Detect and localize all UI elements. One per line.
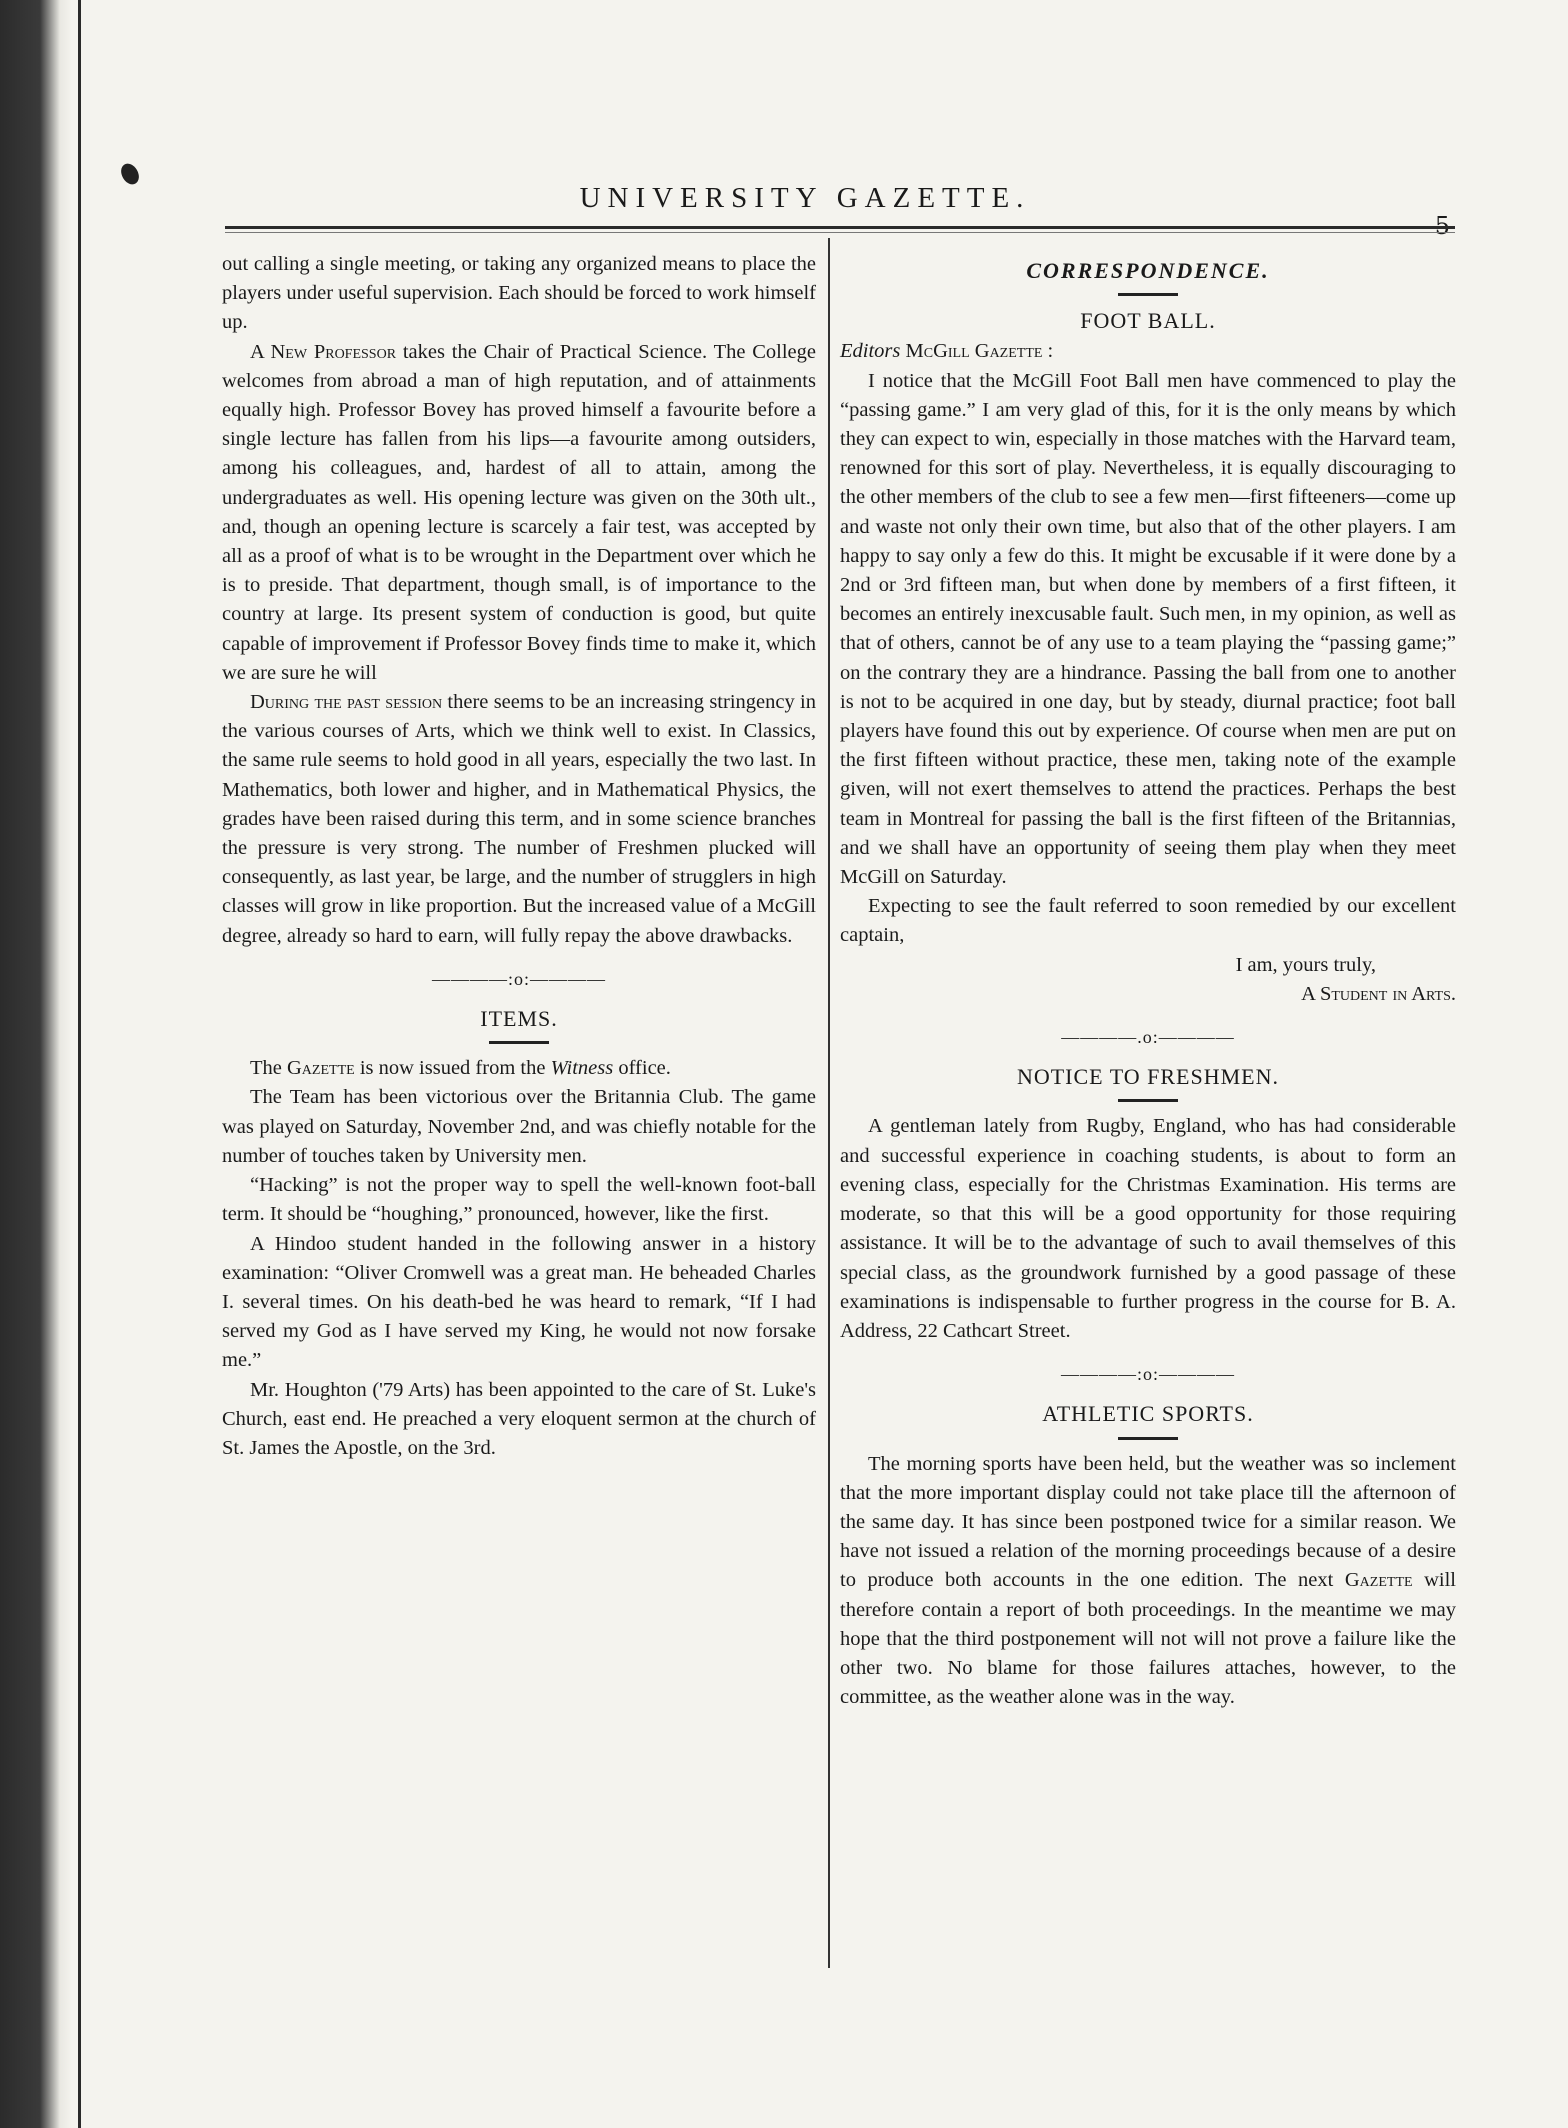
heading-rule bbox=[1118, 1437, 1178, 1440]
witness-name: Witness bbox=[550, 1057, 614, 1080]
athletic-text: The morning sports have been held, but the weather was so inclement that the more important display could not take place till the afternoon of the same day. It has since been postponed twice for a similar reason. We have not issued a relation of the morning proceedings because of a desire to produce both accounts in the one edition. The next bbox=[840, 1452, 1456, 1592]
section-separator: ————.o:———— bbox=[1061, 1027, 1235, 1048]
column-divider bbox=[828, 238, 830, 1968]
heading-rule bbox=[489, 1041, 549, 1044]
letter-signature: A Student in Arts. bbox=[1301, 982, 1456, 1005]
gazette-name: Gazette bbox=[287, 1057, 355, 1080]
item-text: is now issued from the bbox=[354, 1057, 551, 1080]
salutation bbox=[840, 337, 1456, 366]
masthead-title: UNIVERSITY GAZETTE. bbox=[579, 182, 1031, 214]
notice-body: A gentleman lately from Rugby, England, who has had considerable and successful experience in coaching students, is about to form an evening class, especially for the Christmas Examination. His terms are moderate, so that this will be a good opportunity for those requiring assistance. It will be to the advantage of such to avail themselves of this special class, as the groundwork furnished by a good passage of these examinations is indispensable to further progress in the course for B. A. Address, 22 Cathcart Street. bbox=[840, 1115, 1456, 1342]
correspondence-heading: CORRESPONDENCE. bbox=[1026, 258, 1270, 283]
paragraph-continued: out calling a single meeting, or taking any organized means to place the players under useful supervision. Each should be forced to work himself up. bbox=[222, 253, 816, 334]
notice-heading: NOTICE TO FRESHMEN. bbox=[1016, 1064, 1280, 1090]
item-text: The bbox=[250, 1057, 287, 1080]
book-binding bbox=[0, 0, 72, 2128]
left-column bbox=[222, 250, 816, 1463]
athletic-body bbox=[840, 1450, 1456, 1713]
lead-in: During the past session bbox=[250, 691, 443, 714]
letter-closing: Expecting to see the fault referred to soon remedied by our excellent captain, bbox=[840, 895, 1456, 947]
salutation-gazette: McGill Gazette : bbox=[900, 340, 1054, 363]
letter-body: I notice that the McGill Foot Ball men have commenced to play the “passing game.” I am very glad of this, for it is the only means by which they can expect to win, especially in those matches with the Harvard team, renowned for this sort of play. Nevertheless, it is equally discouraging to the other members of the club to see a few men—first fifteeners—come up and waste not only their own time, but also that of the other players. I am happy to say only a few do this. It might be excusable if it were done by a 2nd or 3rd fifteen man, but when done by members of a first fifteen, it becomes an entirely inexcusable fault. Such men, in my opinion, as well as that of others, cannot be of any use to a team playing the “passing game;” on the contrary they are a hindrance. Passing the ball from one to another is not to be acquired in one day, but by steady, diurnal practice; foot ball players have found this out by experience. Of course when men are put on the first fifteen without practice, these men, taking note of the example given, will not exert themselves to attend the practices. Perhaps the best team in Montreal for passing the ball is the first fifteen of the Britannias, and we shall have an opportunity of seeing them play when they meet McGill on Saturday. bbox=[840, 369, 1456, 889]
section-separator: ————:o:———— bbox=[431, 968, 606, 989]
item-houghton: Mr. Houghton ('79 Arts) has been appointed to the care of St. Luke's Church, east end. He preached a very eloquent sermon at the church of St. James the Apostle, on the 3rd. bbox=[222, 1378, 816, 1459]
football-heading: FOOT BALL. bbox=[1080, 308, 1216, 334]
paragraph-text: takes the Chair of Practical Science. The College welcomes from abroad a man of high reputation, and of attainments equally high. Professor Bovey has proved himself a favourite before a single lecture has fallen from his lips—a favourite among outsiders, among his colleagues, and, hardest of all to attain, among the undergraduates as well. His opening lecture was given on the 30th ult., and, though an opening lecture is scarcely a fair test, was accepted by all as a proof of what is to be wrought in the Department over which he is to preside. That department, though small, is of importance to the country at large. Its present system of conduction is good, but quite capable of improvement if Professor Bovey finds time to make it, which we are sure he will bbox=[222, 340, 816, 684]
item-hindoo: A Hindoo student handed in the following answer in a history examination: “Oliver Cromwell was a great man. He beheaded Charles I. several times. On his death-bed he was heard to remark, “If I had served my God as I have served my King, he would not now forsake me.” bbox=[222, 1232, 816, 1372]
page-edge bbox=[78, 0, 81, 2128]
paragraph-past-session bbox=[222, 688, 816, 951]
right-column bbox=[840, 250, 1456, 1712]
athletic-heading: ATHLETIC SPORTS. bbox=[1042, 1401, 1254, 1427]
ink-blot bbox=[118, 160, 143, 187]
salutation-editors: Editors bbox=[840, 340, 901, 363]
masthead bbox=[160, 182, 1450, 222]
athletic-text: will therefore contain a report of both proceedings. In the meantime we may hope that the third postponement will not will not prove a failure like the other two. No blame for those failures attaches, however, to the committee, as the weather alone was in the way. bbox=[840, 1569, 1456, 1709]
item-team: The Team has been victorious over the Britannia Club. The game was played on Saturday, November 2nd, and was chiefly notable for the number of touches taken by University men. bbox=[222, 1086, 816, 1167]
paragraph-new-professor bbox=[222, 338, 816, 688]
section-separator: ————:o:———— bbox=[1060, 1364, 1235, 1385]
lead-in: A New Professor bbox=[250, 340, 397, 363]
paragraph-text: there seems to be an increasing stringency in the various courses of Arts, which we think well to exist. In Classics, the same rule seems to hold good in all years, especially the two last. In Mathematics, both lower and higher, and in Mathematical Physics, the grades have been raised during this term, and in some science branches the pressure is very strong. The number of Freshmen plucked will consequently, as last year, be large, and the number of strugglers in high classes will grow in like proportion. But the increased value of a McGill degree, already so hard to earn, will fully repay the above drawbacks. bbox=[222, 691, 816, 947]
items-heading: ITEMS. bbox=[480, 1006, 558, 1032]
heading-rule bbox=[1118, 293, 1178, 296]
letter-signoff: I am, yours truly, bbox=[1235, 953, 1376, 976]
item-text: office. bbox=[613, 1057, 671, 1080]
item-hacking: “Hacking” is not the proper way to spell the well-known foot-ball term. It should be “houghing,” pronounced, however, like the first. bbox=[222, 1174, 816, 1226]
masthead-rule-thin bbox=[225, 232, 1455, 233]
masthead-rule bbox=[225, 226, 1455, 229]
gazette-name: Gazette bbox=[1344, 1569, 1413, 1592]
item-gazette bbox=[222, 1054, 816, 1083]
heading-rule bbox=[1118, 1099, 1178, 1102]
